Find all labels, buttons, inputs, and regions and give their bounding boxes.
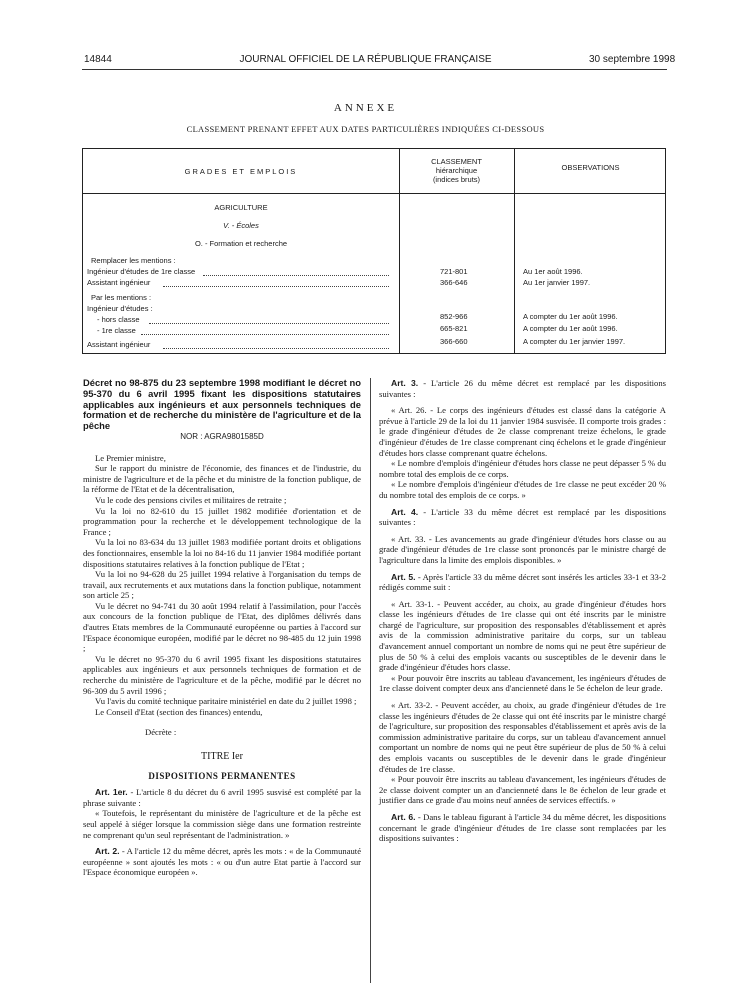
paragraph: Vu la loi no 94-628 du 25 juillet 1994 relative à l'organisation du temps de travail, aux recrutements et aux mutations dans la fonction publique, notamment son article 25 ; bbox=[83, 569, 361, 601]
row-observation: A compter du 1er août 1996. bbox=[523, 312, 618, 321]
table-divider bbox=[514, 149, 515, 353]
nor-reference: NOR : AGRA9801585D bbox=[180, 431, 264, 441]
issue-date: 30 septembre 1998 bbox=[589, 54, 676, 65]
decree-title: Décret no 98-875 du 23 septembre 1998 modifiant le décret no 95-370 du 6 avril 1995 fixant les dispositions statutaires applicables aux ingénieurs et aux personnels techniques de formation et de recherche du ministère de l'agriculture et de la pêche bbox=[83, 377, 361, 432]
row-label: - hors classe bbox=[97, 315, 140, 324]
article-4 bbox=[379, 507, 666, 528]
quote: « Le nombre d'emplois d'ingénieur d'études de 1re classe ne peut excéder 20 % du nombre total des emplois de ce corps. » bbox=[379, 479, 666, 500]
quote: « Pour pouvoir être inscrits au tableau d'avancement, les ingénieurs d'études de 1re classe doivent compter deux ans d'ancienneté dans le 5e échelon de leur grade. bbox=[379, 672, 666, 694]
article-label: Art. 2. bbox=[95, 846, 120, 857]
table-header-rule bbox=[83, 193, 665, 194]
paragraph: Le Premier ministre, bbox=[95, 452, 166, 463]
paragraph: Vu la loi no 82-610 du 15 juillet 1982 modifiée d'orientation et de programmation pour la recherche et le développement technologique de la France ; bbox=[83, 505, 361, 537]
paragraph: Vu la loi no 83-634 du 13 juillet 1983 modifiée portant droits et obligations des fonctionnaires, ensemble la loi no 84-16 du 11 janvier 1984 modifiée portant dispositions statutaires relatives à la fonction publique de l'Etat ; bbox=[83, 537, 361, 569]
paragraph: Vu le décret no 94-741 du 30 août 1994 relatif à l'assimilation, pour l'accès aux concours de la fonction publique de l'Etat, des diplômes délivrés dans d'autres Etats membres de la Communauté européenne ou parties à l'accord sur l'Espace économique européen, modifié par le décret no 98-485 du 12 juin 1998 ; bbox=[83, 600, 361, 654]
article-text: - L'article 8 du décret du 6 avril 1995 susvisé est complété par la phrase suivante : bbox=[83, 787, 361, 808]
article-label: Art. 6. bbox=[391, 811, 416, 822]
par-label: Par les mentions : bbox=[91, 293, 152, 302]
annex-subtitle: CLASSEMENT PRENANT EFFET AUX DATES PARTICULIÈRES INDIQUÉES CI-DESSOUS bbox=[186, 124, 545, 134]
header-classement-line3: (indices bruts) bbox=[432, 175, 481, 184]
journal-title: JOURNAL OFFICIEL DE LA RÉPUBLIQUE FRANÇAISE bbox=[239, 54, 492, 65]
article-text: - Dans le tableau figurant à l'article 34 du même décret, les dispositions concernant le grade d'ingénieur d'études de 1re classe sont remplacées par les dispositions suivantes : bbox=[379, 811, 666, 844]
article-text: - L'article 33 du même décret est remplacé par les dispositions suivantes : bbox=[379, 506, 666, 528]
header-classement bbox=[399, 157, 514, 184]
row-label: Ingénieur d'études de 1re classe bbox=[87, 267, 196, 276]
leader-dots bbox=[203, 275, 389, 276]
article-text: - A l'article 12 du même décret, après les mots : « de la Communauté européenne » sont ajoutés les mots : « ou d'un autre Etat partie à l'accord sur l'Espace économique européen ». bbox=[83, 846, 362, 878]
article-2 bbox=[83, 846, 361, 878]
section-ecoles: V. - Écoles bbox=[223, 221, 259, 230]
header-rule bbox=[82, 69, 667, 70]
paragraph: Vu le code des pensions civiles et militaires de retraite ; bbox=[95, 494, 287, 505]
paragraph: Le Conseil d'Etat (section des finances) entendu, bbox=[95, 706, 263, 717]
row-indices: 721-801 bbox=[440, 267, 468, 276]
row-indices: 366-646 bbox=[440, 278, 468, 287]
header-observations: OBSERVATIONS bbox=[561, 163, 620, 172]
row-label: Assistant ingénieur bbox=[87, 340, 151, 349]
article-text: - L'article 26 du même décret est remplacé par les dispositions suivantes : bbox=[379, 378, 666, 399]
section-formation: O. - Formation et recherche bbox=[194, 239, 288, 248]
section-agriculture: AGRICULTURE bbox=[214, 203, 268, 212]
article-text: - Après l'article 33 du même décret sont insérés les articles 33-1 et 33-2 rédigés comme suit : bbox=[379, 571, 666, 593]
row-observation: Au 1er janvier 1997. bbox=[523, 278, 591, 287]
dispositions-heading: DISPOSITIONS PERMANENTES bbox=[148, 770, 296, 781]
article-6 bbox=[379, 812, 666, 844]
row-indices: 366-660 bbox=[440, 337, 468, 346]
leader-dots bbox=[141, 334, 389, 335]
classement-table bbox=[82, 148, 666, 354]
paragraph: Vu le décret no 95-370 du 6 avril 1995 fixant les dispositions statutaires applicables aux ingénieurs et aux personnels techniques de formation et de recherche du ministère de l'agriculture et de la pêche, modifié par le décret no 96-309 du 5 avril 1996 ; bbox=[83, 653, 361, 696]
quote: « Pour pouvoir être inscrits au tableau d'avancement, les ingénieurs d'études de 2e classe doivent compter un an d'ancienneté dans le 8e échelon de leur grade et justifier dans ce grade d'au moins neuf années de services effectifs. » bbox=[379, 774, 666, 806]
quote: « Le nombre d'emplois d'ingénieur d'études hors classe ne peut dépasser 5 % du nombre total des emplois de ce corps. bbox=[379, 458, 666, 479]
row-label: Assistant ingénieur bbox=[87, 278, 151, 287]
article-label: Art. 1er. bbox=[95, 787, 128, 798]
leader-dots bbox=[149, 323, 389, 324]
quote: « Art. 33-2. - Peuvent accéder, au choix, au grade d'ingénieur d'études de 1re classe les ingénieurs d'études de 2e classe qui ont été inscrits par le ministre chargé de l'agriculture, sur proposition des responsables d'établissement et après avis de la commission administrative paritaire du corps, sur un tableau d'avancement annuel comportant un nombre de noms qui ne peut être supérieur de plus de 50 % à celui des emplois vacants ou susceptibles de le devenir dans le grade d'ingénieur d'études de 1re classe. bbox=[379, 700, 666, 774]
quote: « Art. 33-1. - Peuvent accéder, au choix, au grade d'ingénieur d'études hors classe les ingénieurs d'études de 1re classe qui ont été inscrits par le ministre chargé de l'agriculture, sur proposition des responsables d'établissement et après avis de la commission administrative paritaire du corps, sur un tableau d'avancement annuel comportant un nombre de noms qui ne peut être supérieur de plus de 50 % à celui des emplois vacants ou susceptibles de le devenir dans le grade d'ingénieur d'études hors classe. bbox=[379, 598, 666, 673]
leader-dots bbox=[163, 348, 389, 349]
row-observation: A compter du 1er janvier 1997. bbox=[523, 337, 626, 346]
right-column bbox=[379, 378, 666, 844]
row-observation: A compter du 1er août 1996. bbox=[523, 324, 618, 333]
row-indices: 852-966 bbox=[440, 312, 468, 321]
quote: « Art. 33. - Les avancements au grade d'ingénieur d'études hors classe ou au grade d'ingénieur d'études de 1re classe sont prononcés par le ministre chargé de l'agriculture dans la limite des emplois disponibles. » bbox=[379, 533, 666, 565]
article-1 bbox=[83, 787, 361, 808]
article-label: Art. 4. bbox=[391, 506, 419, 517]
article-label: Art. 5. bbox=[391, 571, 416, 582]
decrete: Décrète : bbox=[145, 727, 177, 738]
row-observation: Au 1er août 1996. bbox=[523, 267, 583, 276]
paragraph: Sur le rapport du ministre de l'économie, des finances et de l'industrie, du ministre de l'agriculture et de la pêche et du ministre de la fonction publique, de la réforme de l'Etat et de la décentralisation, bbox=[83, 463, 361, 495]
row-label: - 1re classe bbox=[97, 326, 136, 335]
quote: « Art. 26. - Le corps des ingénieurs d'études est classé dans la catégorie A prévue à l'article 29 de la loi du 11 janvier 1984 susvisée. Il comporte trois grades : le grade d'ingénieur d'études de 2e classe comprenant treize échelons, le grade d'ingénieur d'études de 1re classe comprenant cinq échelons et le grade d'ingénieur d'études hors classe comprenant quatre échelons. bbox=[379, 405, 666, 458]
header-classement-line2: hiérarchique bbox=[435, 166, 478, 175]
article-label: Art. 3. bbox=[391, 378, 419, 388]
article-3 bbox=[379, 378, 666, 399]
annex-title: ANNEXE bbox=[333, 102, 398, 114]
ingenieur-etudes-label: Ingénieur d'études : bbox=[87, 304, 153, 313]
header-grades: GRADES ET EMPLOIS bbox=[184, 167, 298, 176]
left-column bbox=[83, 378, 361, 878]
column-separator bbox=[370, 378, 371, 983]
paragraph: Vu l'avis du comité technique paritaire ministériel en date du 2 juillet 1998 ; bbox=[95, 696, 357, 707]
leader-dots bbox=[163, 286, 389, 287]
header-classement-line1: CLASSEMENT bbox=[431, 157, 482, 166]
quote: « Toutefois, le représentant du ministère de l'agriculture et de la pêche est seul appelé à siéger lorsque la commission siège dans une formation restreinte ne comprenant qu'un seul représentant de l'administration. » bbox=[83, 808, 361, 840]
row-indices: 665-821 bbox=[440, 324, 468, 333]
article-5 bbox=[379, 572, 666, 593]
remplacer-label: Remplacer les mentions : bbox=[91, 256, 176, 265]
titre-heading: TITRE Ier bbox=[201, 751, 243, 763]
page-number: 14844 bbox=[84, 54, 112, 65]
